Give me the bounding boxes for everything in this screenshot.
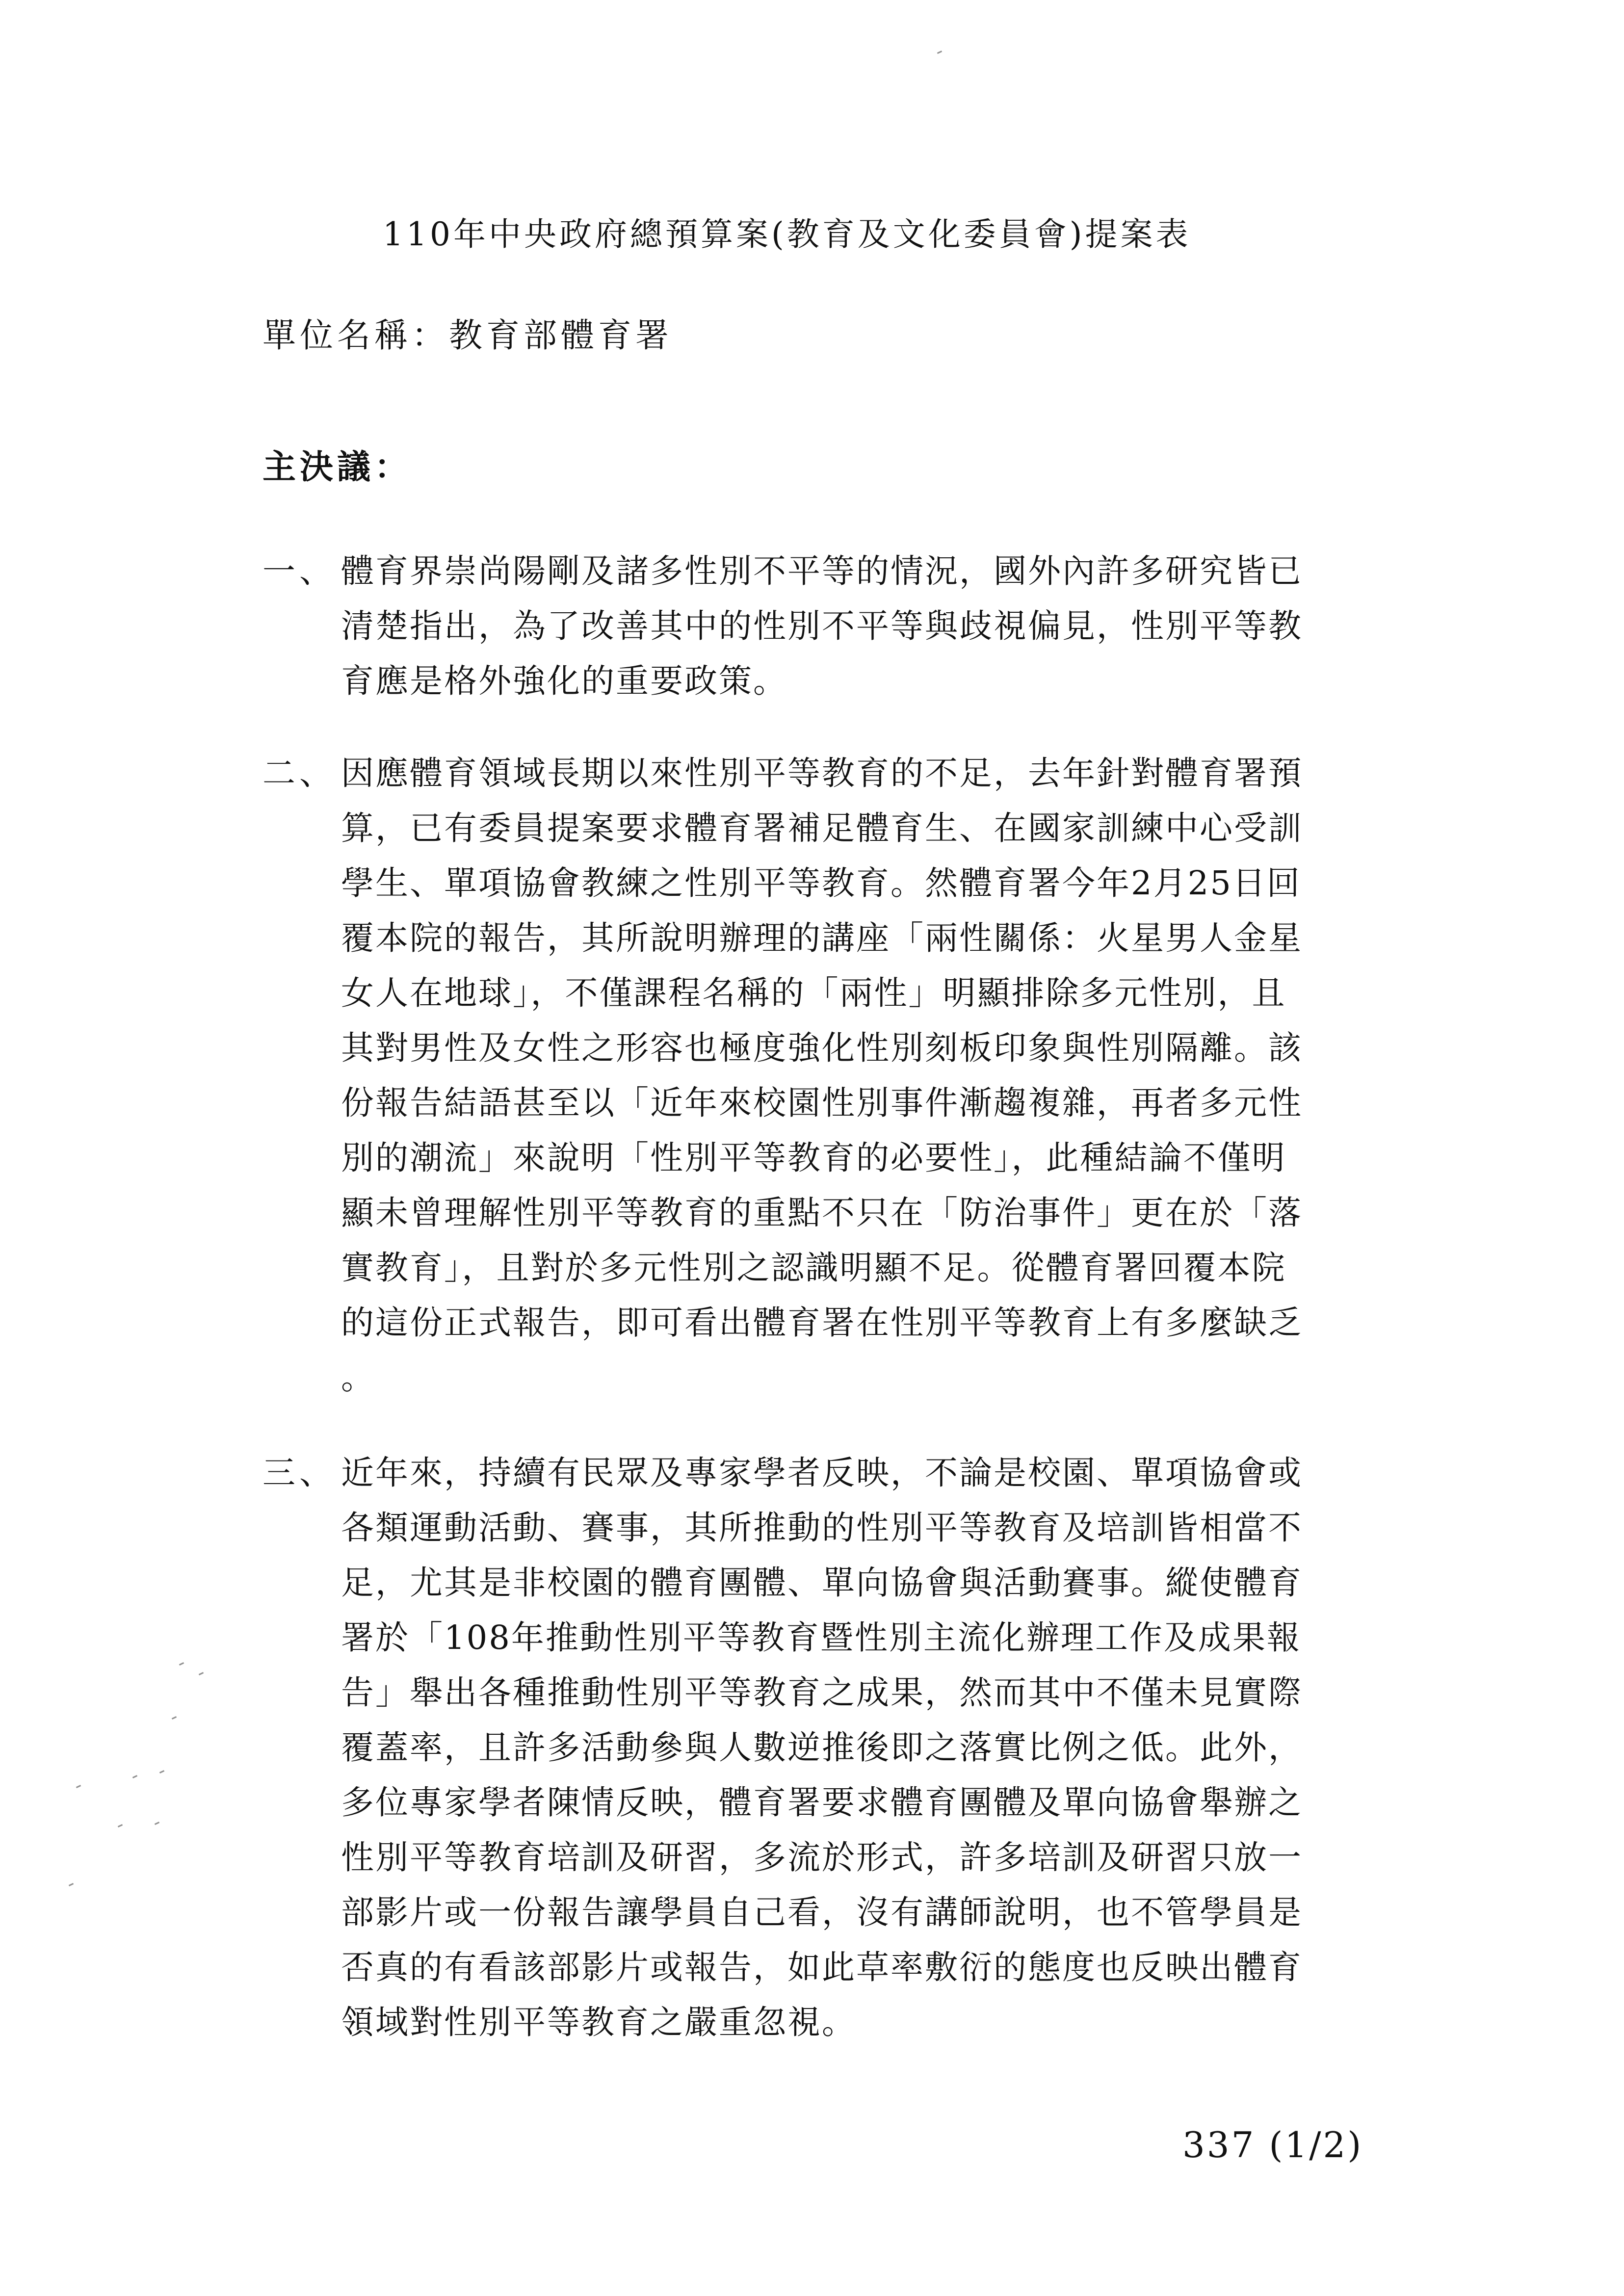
item-number-1: 一、 [262, 552, 336, 590]
scan-speck [179, 1662, 184, 1666]
scan-speck [199, 1672, 204, 1675]
item-2-line-5: 女人在地球」，不僅課程名稱的「兩性」明顯排除多元性別，且 [341, 974, 1286, 1012]
item-2-line-1: 因應體育領域長期以來性別平等教育的不足，去年針對體育署預 [341, 754, 1303, 792]
scan-speck [69, 1883, 74, 1886]
page-number: 337 (1/2) [1182, 2124, 1363, 2166]
item-3-line-5: 告」舉出各種推動性別平等教育之成果，然而其中不僅未見實際 [341, 1673, 1303, 1712]
scan-speck [132, 1775, 137, 1778]
item-text-3 [341, 1445, 1406, 2050]
item-3-line-7: 多位專家學者陳情反映，體育署要求體育團體及單向協會舉辦之 [341, 1783, 1303, 1822]
item-3-line-3: 足，尤其是非校園的體育團體、單向協會與活動賽事。縱使體育 [341, 1564, 1303, 1602]
item-2-line-12: 。 [341, 1358, 375, 1397]
scan-speck [937, 51, 942, 54]
item-2-line-11: 的這份正式報告，即可看出體育署在性別平等教育上有多麼缺乏 [341, 1304, 1303, 1342]
document-title: 110年中央政府總預算案(教育及文化委員會)提案表 [383, 215, 1191, 253]
item-3-line-2: 各類運動活動、賽事，其所推動的性別平等教育及培訓皆相當不 [341, 1509, 1303, 1547]
item-2-line-4: 覆本院的報告，其所說明辦理的講座「兩性關係：火星男人金星 [341, 919, 1303, 957]
item-1-line-2: 清楚指出，為了改善其中的性別不平等與歧視偏見，性別平等教 [341, 607, 1303, 645]
item-3-line-10: 否真的有看該部影片或報告，如此草率敷衍的態度也反映出體育 [341, 1948, 1303, 1986]
item-2-line-10: 實教育」，且對於多元性別之認識明顯不足。從體育署回覆本院 [341, 1249, 1286, 1287]
scan-speck [155, 1822, 159, 1825]
scan-speck [159, 1770, 164, 1774]
item-1-line-1: 體育界崇尚陽剛及諸多性別不平等的情況，國外內許多研究皆已 [341, 552, 1303, 590]
item-1-line-3: 育應是格外強化的重要政策。 [341, 662, 787, 700]
item-3-line-4: 署於「108年推動性別平等教育暨性別主流化辦理工作及成果報 [341, 1618, 1301, 1657]
resolution-heading: 主決議： [262, 447, 412, 487]
item-2-line-8: 別的潮流」來說明「性別平等教育的必要性」，此種結論不僅明 [341, 1139, 1286, 1177]
item-number-2: 二、 [262, 754, 336, 792]
item-3-line-6: 覆蓋率，且許多活動參與人數逆推後即之落實比例之低。此外， [341, 1728, 1303, 1767]
item-2-line-7: 份報告結語甚至以「近年來校園性別事件漸趨複雜，再者多元性 [341, 1084, 1303, 1122]
scan-speck [76, 1785, 81, 1788]
item-2-line-2: 算，已有委員提案要求體育署補足體育生、在國家訓練中心受訓 [341, 809, 1303, 847]
scan-speck [172, 1716, 177, 1720]
item-text-2 [341, 746, 1406, 1405]
scan-speck [118, 1824, 123, 1827]
item-number-3: 三、 [262, 1454, 336, 1492]
item-2-line-3: 學生、單項協會教練之性別平等教育。然體育署今年2月25日回 [341, 864, 1301, 902]
item-2-line-6: 其對男性及女性之形容也極度強化性別刻板印象與性別隔離。該 [341, 1029, 1303, 1067]
item-text-1 [341, 544, 1406, 708]
item-3-line-8: 性別平等教育培訓及研習，多流於形式，許多培訓及研習只放一 [341, 1838, 1303, 1877]
unit-name: 單位名稱：教育部體育署 [262, 316, 673, 355]
item-3-line-11: 領域對性別平等教育之嚴重忽視。 [341, 2003, 856, 2041]
item-2-line-9: 顯未曾理解性別平等教育的重點不只在「防治事件」更在於「落 [341, 1194, 1303, 1232]
item-3-line-9: 部影片或一份報告讓學員自己看，沒有講師說明，也不管學員是 [341, 1893, 1303, 1931]
item-3-line-1: 近年來，持續有民眾及專家學者反映，不論是校園、單項協會或 [341, 1454, 1303, 1492]
